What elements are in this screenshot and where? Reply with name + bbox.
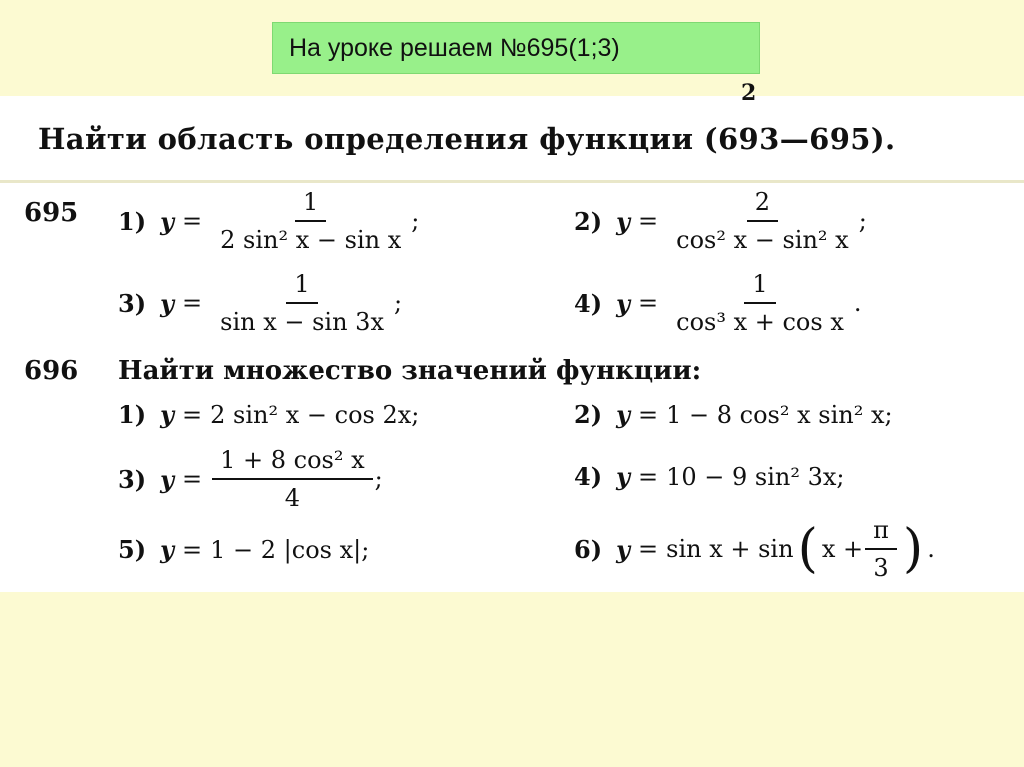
var-y: y bbox=[616, 534, 631, 564]
var-y: y bbox=[160, 464, 175, 494]
item-label: 1) bbox=[118, 400, 147, 429]
p696-item-6 bbox=[574, 516, 935, 582]
var-y: y bbox=[160, 288, 175, 318]
problem-number-696: 696 bbox=[24, 356, 79, 386]
stray-char: 2 bbox=[741, 80, 757, 106]
p696-item-2 bbox=[574, 400, 893, 429]
p695-item-4 bbox=[574, 270, 862, 336]
equals-sign: = bbox=[638, 400, 659, 429]
item-label: 2) bbox=[574, 400, 603, 429]
p696-item-5 bbox=[118, 535, 369, 564]
var-y: y bbox=[160, 206, 175, 236]
equals-sign: = bbox=[638, 207, 659, 235]
section-heading: Найти область определения функции (693—695). bbox=[38, 122, 896, 156]
numerator: π bbox=[865, 516, 897, 550]
numerator: 1 bbox=[286, 270, 317, 304]
fraction bbox=[668, 188, 857, 254]
fraction bbox=[212, 188, 409, 254]
expression: 1 − 8 cos² x sin² x; bbox=[666, 400, 893, 429]
var-y: y bbox=[616, 206, 631, 236]
item-label: 5) bbox=[118, 535, 147, 564]
item-label: 4) bbox=[574, 288, 603, 318]
p696-item-3 bbox=[118, 446, 383, 512]
expression: 10 − 9 sin² 3x; bbox=[666, 462, 845, 491]
numerator: 1 bbox=[295, 188, 326, 222]
var-y: y bbox=[616, 288, 631, 318]
pi-fraction bbox=[865, 516, 897, 582]
numerator: 1 + 8 cos² x bbox=[212, 446, 373, 480]
paren-left: ( bbox=[797, 519, 818, 579]
p695-item-3 bbox=[118, 270, 402, 336]
numerator: 1 bbox=[744, 270, 775, 304]
denominator: 3 bbox=[873, 554, 889, 582]
problem-number-695: 695 bbox=[24, 198, 79, 228]
item-label: 4) bbox=[574, 462, 603, 491]
terminator: ; bbox=[858, 207, 867, 235]
inner-expression: x + bbox=[821, 535, 864, 563]
p695-item-1 bbox=[118, 188, 419, 254]
equals-sign: = bbox=[638, 289, 659, 317]
item-label: 2) bbox=[574, 206, 603, 236]
equals-sign: = bbox=[182, 289, 203, 317]
expression: sin x + sin bbox=[666, 535, 794, 563]
terminator: . bbox=[853, 289, 862, 317]
equals-sign: = bbox=[182, 400, 203, 429]
item-label: 6) bbox=[574, 534, 603, 564]
equals-sign: = bbox=[638, 462, 659, 491]
denominator: sin x − sin 3x bbox=[220, 308, 384, 336]
expression: 2 sin² x − cos 2x; bbox=[210, 400, 420, 429]
denominator: 2 sin² x − sin x bbox=[220, 226, 402, 254]
item-label: 3) bbox=[118, 288, 147, 318]
banner-text: На уроке решаем №695(1;3) bbox=[289, 33, 620, 62]
fraction bbox=[668, 270, 852, 336]
var-y: y bbox=[616, 400, 631, 429]
item-label: 3) bbox=[118, 464, 147, 494]
item-label: 1) bbox=[118, 206, 147, 236]
equals-sign: = bbox=[638, 535, 659, 563]
lesson-banner bbox=[272, 22, 760, 74]
paren-right: ) bbox=[902, 519, 924, 579]
fraction bbox=[212, 270, 392, 336]
var-y: y bbox=[616, 462, 631, 491]
p696-item-4 bbox=[574, 462, 845, 491]
denominator: 4 bbox=[284, 484, 301, 512]
equals-sign: = bbox=[182, 535, 203, 564]
numerator: 2 bbox=[747, 188, 778, 222]
equals-sign: = bbox=[182, 207, 203, 235]
fraction bbox=[212, 446, 373, 512]
terminator: . bbox=[927, 535, 935, 563]
terminator: ; bbox=[394, 289, 403, 317]
var-y: y bbox=[160, 535, 175, 564]
p696-title: Найти множество значений функции: bbox=[118, 356, 702, 386]
equals-sign: = bbox=[182, 465, 203, 493]
denominator: cos² x − sin² x bbox=[676, 226, 849, 254]
terminator: ; bbox=[411, 207, 420, 235]
var-y: y bbox=[160, 400, 175, 429]
divider bbox=[0, 180, 1024, 183]
terminator: ; bbox=[374, 465, 383, 493]
denominator: cos³ x + cos x bbox=[676, 308, 844, 336]
p695-item-2 bbox=[574, 188, 867, 254]
expression: 1 − 2 |cos x|; bbox=[210, 535, 370, 564]
p696-item-1 bbox=[118, 400, 419, 429]
